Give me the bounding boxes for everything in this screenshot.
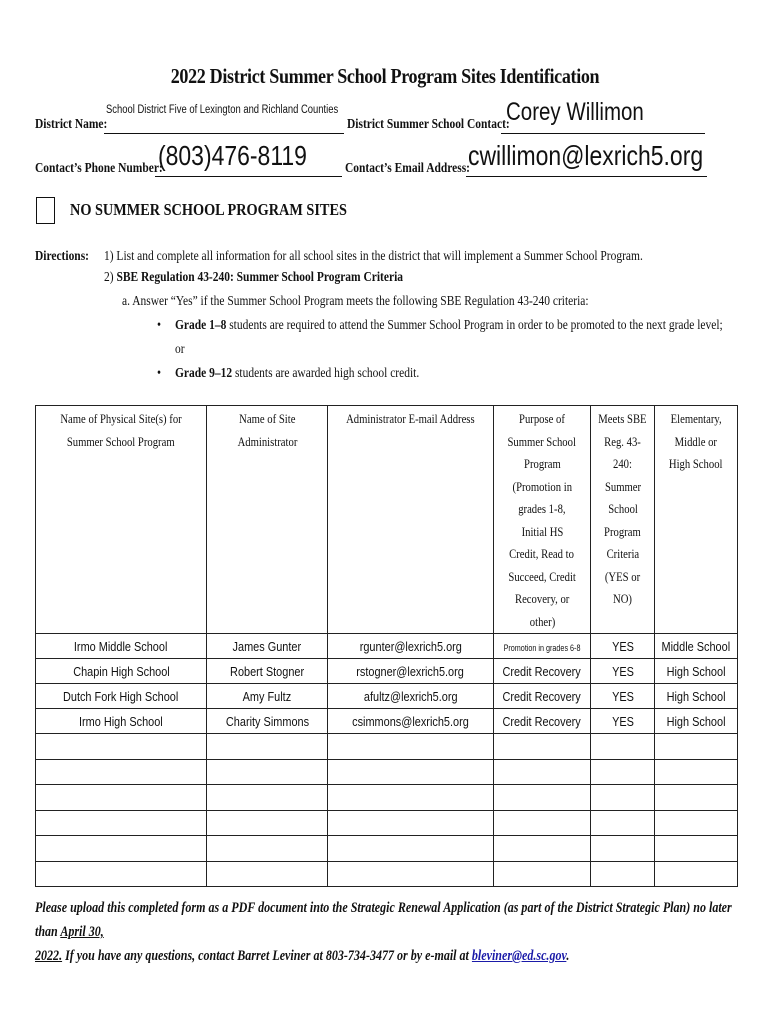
header-line: Summer School [507, 433, 577, 449]
table-header-row [36, 406, 738, 634]
phone-field[interactable]: (803)476-8119 [158, 140, 307, 171]
header-meets-sbe [591, 406, 655, 634]
header-line: Summer [604, 478, 641, 494]
footer-deadline-a: April 30, [60, 924, 104, 940]
email-line [466, 176, 707, 177]
directions-item-2-heading: SBE Regulation 43-240: Summer School Program Criteria [116, 270, 403, 285]
empty-cell[interactable] [655, 810, 738, 836]
empty-cell[interactable] [36, 759, 207, 785]
header-line: Middle or [674, 433, 718, 449]
empty-cell[interactable] [328, 861, 494, 887]
district-name-field[interactable]: School District Five of Lexington and Richland Counties [106, 104, 339, 116]
table-row-empty [36, 810, 738, 836]
criteria-bullet-1-grade: Grade 1–8 [175, 318, 227, 333]
cell-email[interactable]: rgunter@lexrich5.org [328, 634, 494, 659]
directions-item-2 [104, 270, 403, 286]
header-line: Meets SBE [598, 411, 647, 426]
header-purpose [494, 406, 591, 634]
footer-end: . [566, 948, 570, 964]
header-line: Credit, Read to [509, 546, 575, 561]
cell-email[interactable]: afultz@lexrich5.org [328, 684, 494, 709]
sites-table [35, 405, 738, 887]
criteria-bullet-2 [175, 366, 419, 382]
cell-email[interactable]: csimmons@lexrich5.org [328, 709, 494, 734]
empty-cell[interactable] [207, 836, 328, 862]
empty-cell[interactable] [328, 759, 494, 785]
criteria-bullet-2-grade: Grade 9–12 [175, 366, 233, 381]
empty-cell[interactable] [655, 759, 738, 785]
criteria-bullet-1-text: students are required to attend the Summer School Program in order to be promoted to the next grade level; [226, 318, 723, 333]
header-line: Administrator [237, 433, 297, 449]
header-line: other) [529, 613, 555, 629]
header-line: Program [523, 456, 561, 471]
cell-site-name[interactable]: Irmo Middle School [36, 634, 207, 659]
directions-label: Directions: [35, 249, 89, 264]
header-line: Administrator E-mail Address [346, 411, 475, 426]
no-sites-label: NO SUMMER SCHOOL PROGRAM SITES [70, 200, 347, 219]
directions-item-1: 1) List and complete all information for all school sites in the district that will implement a Summer School Program. [104, 249, 643, 264]
cell-school-level[interactable]: High School [655, 684, 738, 709]
table-row [36, 709, 738, 734]
empty-cell[interactable] [328, 734, 494, 760]
empty-cell[interactable] [36, 734, 207, 760]
header-line: Initial HS [521, 523, 563, 539]
header-admin-email [328, 406, 494, 634]
empty-cell[interactable] [494, 759, 591, 785]
header-line: Criteria [606, 546, 639, 561]
district-name-line [104, 133, 344, 134]
cell-meets-sbe[interactable]: YES [591, 709, 655, 734]
empty-cell[interactable] [494, 810, 591, 836]
header-line: Recovery, or [514, 591, 570, 606]
header-line: (YES or NO) [604, 568, 641, 606]
empty-cell[interactable] [207, 810, 328, 836]
table-row-empty [36, 734, 738, 760]
email-field[interactable]: cwillimon@lexrich5.org [468, 140, 704, 171]
table-row [36, 684, 738, 709]
cell-purpose[interactable]: Credit Recovery [494, 709, 591, 734]
table-row-empty [36, 836, 738, 862]
bullet-icon: • [157, 318, 162, 333]
header-line: Name of Site [238, 411, 296, 426]
criteria-bullet-2-text: students are awarded high school credit. [232, 366, 420, 381]
header-line: Program [604, 523, 641, 539]
phone-line [155, 176, 342, 177]
cell-site-name[interactable]: Irmo High School [36, 709, 207, 734]
table-row [36, 659, 738, 684]
empty-cell[interactable] [494, 836, 591, 862]
empty-cell[interactable] [494, 861, 591, 887]
empty-cell[interactable] [591, 861, 655, 887]
empty-cell[interactable] [494, 785, 591, 811]
empty-cell[interactable] [591, 785, 655, 811]
cell-school-level[interactable]: Middle School [655, 634, 738, 659]
cell-site-name[interactable]: Dutch Fork High School [36, 684, 207, 709]
empty-cell[interactable] [655, 836, 738, 862]
directions-item-2-number: 2) [104, 270, 114, 285]
empty-cell[interactable] [207, 734, 328, 760]
contact-label: District Summer School Contact: [347, 117, 510, 132]
header-line: Summer School Program [67, 433, 175, 449]
empty-cell[interactable] [494, 734, 591, 760]
cell-administrator[interactable]: Robert Stogner [207, 659, 328, 684]
district-name-label: District Name: [35, 117, 108, 132]
cell-meets-sbe[interactable]: YES [591, 659, 655, 684]
empty-cell[interactable] [655, 861, 738, 887]
header-line: Reg. 43-240: [604, 433, 641, 471]
email-label: Contact’s Email Address: [345, 161, 471, 176]
directions-item-a: a. Answer “Yes” if the Summer School Program meets the following SBE Regulation 43-240 criteria: [122, 294, 589, 309]
bullet-icon: • [157, 366, 162, 381]
contact-email-link[interactable]: bleviner@ed.sc.gov [471, 948, 567, 964]
table-row-empty [36, 759, 738, 785]
empty-cell[interactable] [655, 734, 738, 760]
footer-text-2: If you have any questions, contact Barret Leviner at 803-734-3477 or by e-mail at [62, 948, 472, 964]
header-site-administrator [207, 406, 328, 634]
empty-cell[interactable] [207, 759, 328, 785]
header-site-name [36, 406, 207, 634]
table-row-empty [36, 785, 738, 811]
criteria-bullet-1 [175, 318, 723, 334]
contact-field[interactable]: Corey Willimon [506, 98, 644, 126]
cell-administrator[interactable]: Charity Simmons [207, 709, 328, 734]
header-line: Elementary, [670, 411, 722, 426]
header-line: grades 1-8, [518, 501, 566, 516]
empty-cell[interactable] [36, 861, 207, 887]
empty-cell[interactable] [591, 810, 655, 836]
empty-cell[interactable] [207, 785, 328, 811]
cell-purpose[interactable]: Credit Recovery [494, 684, 591, 709]
criteria-or: or [175, 342, 185, 357]
cell-purpose[interactable]: Credit Recovery [494, 659, 591, 684]
cell-meets-sbe[interactable]: YES [591, 634, 655, 659]
cell-administrator[interactable]: Amy Fultz [207, 684, 328, 709]
empty-cell[interactable] [655, 785, 738, 811]
cell-school-level[interactable]: High School [655, 659, 738, 684]
table-row-empty [36, 861, 738, 887]
empty-cell[interactable] [36, 810, 207, 836]
cell-administrator[interactable]: James Gunter [207, 634, 328, 659]
empty-cell[interactable] [328, 810, 494, 836]
empty-cell[interactable] [591, 836, 655, 862]
empty-cell[interactable] [591, 734, 655, 760]
empty-cell[interactable] [328, 785, 494, 811]
header-line: Purpose of [519, 411, 565, 426]
footer-instructions [35, 896, 741, 968]
empty-cell[interactable] [591, 759, 655, 785]
empty-cell[interactable] [36, 836, 207, 862]
empty-cell[interactable] [207, 861, 328, 887]
cell-site-name[interactable]: Chapin High School [36, 659, 207, 684]
header-line: Name of Physical Site(s) for [60, 411, 182, 426]
cell-purpose[interactable]: Promotion in grades 6-8 [494, 634, 591, 659]
footer-deadline-b: 2022. [35, 948, 63, 964]
header-line: Succeed, Credit [508, 568, 576, 584]
header-school-level [655, 406, 738, 634]
header-line: (Promotion in [512, 478, 572, 494]
contact-line [501, 133, 705, 134]
cell-meets-sbe[interactable]: YES [591, 684, 655, 709]
header-line: School [607, 501, 638, 516]
footer-text-1: Please upload this completed form as a PDF document into the Strategic Renewal Application (as part of the District Strategic Plan) no later than [35, 900, 732, 940]
cell-email[interactable]: rstogner@lexrich5.org [328, 659, 494, 684]
phone-label: Contact’s Phone Number: [35, 161, 163, 176]
form-title: 2022 District Summer School Program Sites Identification [170, 64, 600, 88]
cell-school-level[interactable]: High School [655, 709, 738, 734]
no-sites-checkbox[interactable] [36, 197, 55, 224]
table-row [36, 634, 738, 659]
empty-cell[interactable] [328, 836, 494, 862]
empty-cell[interactable] [36, 785, 207, 811]
header-line: High School [669, 456, 723, 471]
